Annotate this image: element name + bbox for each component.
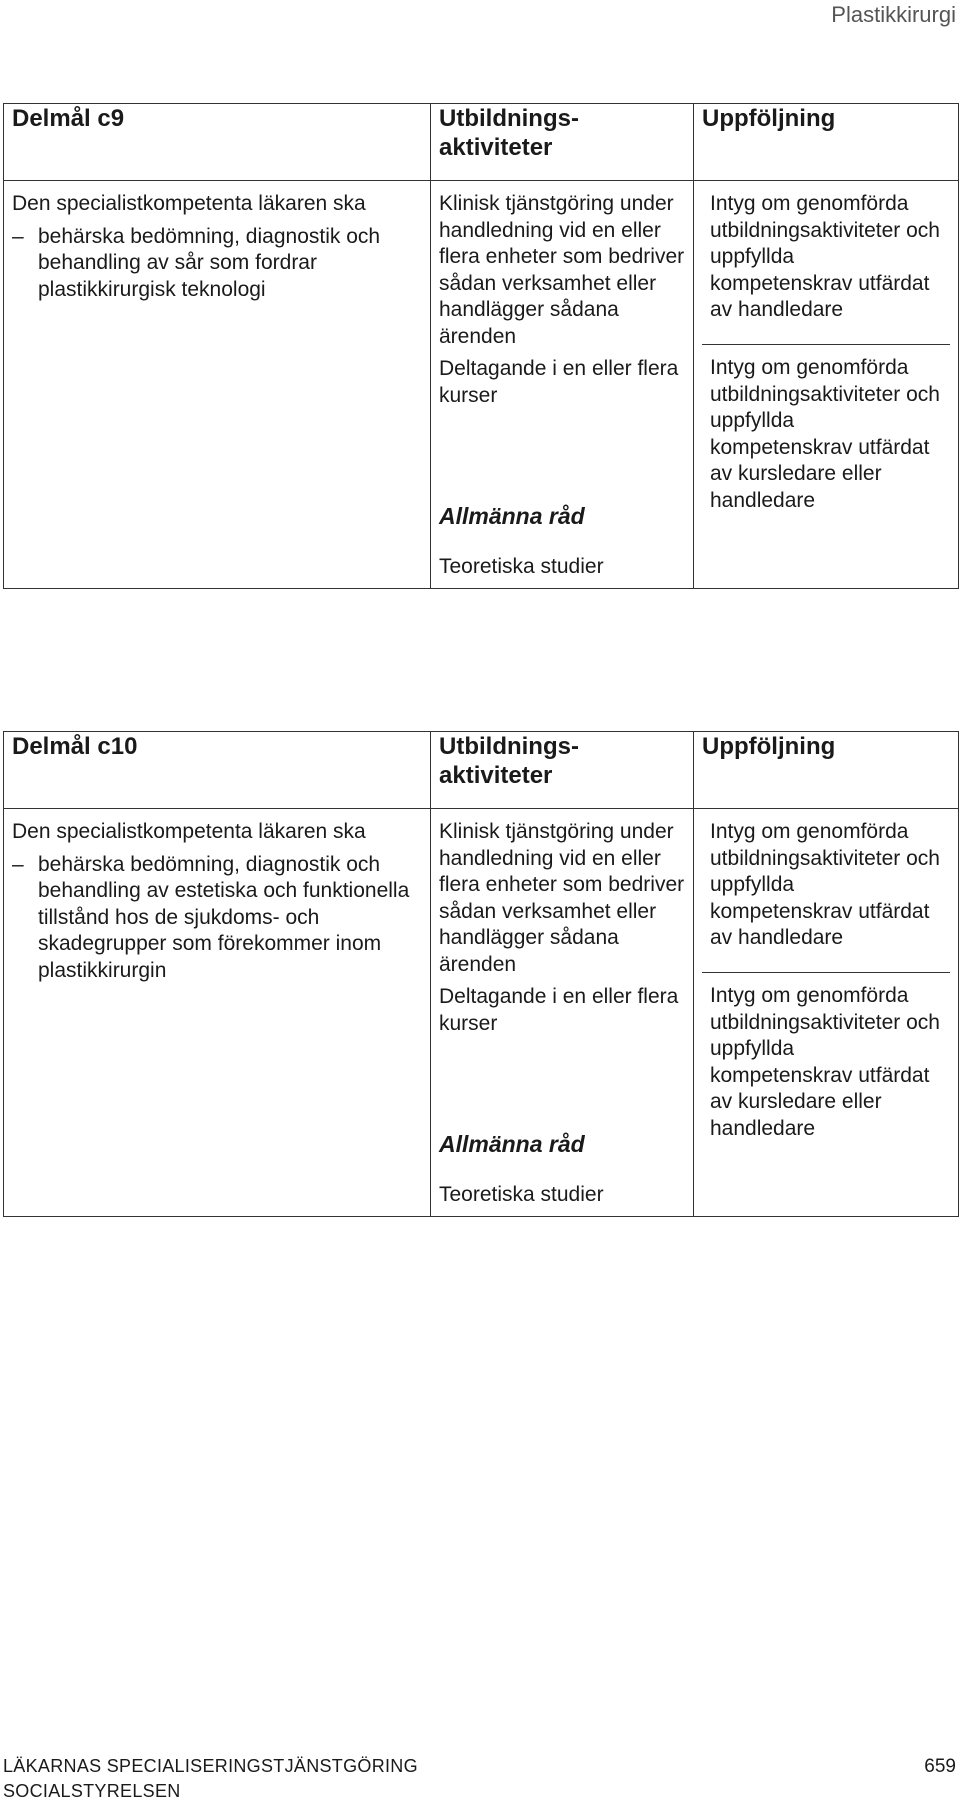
goal-intro: Den specialistkompetenta läkaren ska [12, 192, 366, 215]
goal-item-text: behärska bedömning, diagnostik och behandling av estetiska och funktionella tillstånd hos de sjukdoms- och skadegrupper som förekommer inom plastikkirurgin [38, 852, 410, 982]
activities-header-line2: aktiviteter [439, 762, 553, 789]
goal-header-text: Delmål c9 [12, 105, 125, 132]
followup-header [694, 732, 959, 809]
goal-cell [4, 809, 431, 1217]
table-body-row [4, 809, 959, 1217]
general-advice-text: Teoretiska studier [439, 554, 604, 578]
table-header-row [4, 732, 959, 809]
activities-header-line2: aktiviteter [439, 134, 553, 161]
goal-dash: – [12, 852, 24, 876]
footer-line1: LÄKARNAS SPECIALISERINGSTJÄNSTGÖRING [3, 1756, 418, 1776]
followup-header-text: Uppföljning [702, 733, 836, 760]
general-advice-heading: Allmänna råd [439, 503, 585, 529]
goal-dash: – [12, 224, 24, 248]
footer-publisher [3, 1754, 418, 1804]
goal-header [4, 732, 431, 809]
running-head: Plastikkirurgi [831, 2, 956, 27]
goal-item-text: behärska bedömning, diagnostik och behandling av sår som fordrar plastikkirurgisk teknologi [38, 224, 381, 301]
followup-cell [694, 809, 959, 1217]
activities-header [431, 104, 694, 181]
goal-header-text: Delmål c10 [12, 733, 138, 760]
followup-cell [694, 181, 959, 589]
goal-table-c9 [3, 103, 959, 589]
activities-cell [431, 181, 694, 589]
activities-header-line1: Utbildnings- [439, 105, 579, 132]
goal-cell [4, 181, 431, 589]
goal-item [12, 224, 422, 304]
table-header-row [4, 104, 959, 181]
activity-clinical-service: Klinisk tjänstgöring under handledning vid en eller flera enheter som bedriver sådan verksamhet eller handlägger sådana ärenden [439, 192, 685, 348]
followup-supervisor: Intyg om genomförda utbildningsaktiviteter och uppfyllda kompetenskrav utfärdat av handledare [702, 809, 950, 973]
footer-line2: SOCIALSTYRELSEN [3, 1781, 181, 1801]
followup-course-leader: Intyg om genomförda utbildningsaktiviteter och uppfyllda kompetenskrav utfärdat av kursledare eller handledare [710, 984, 940, 1140]
activity-courses: Deltagande i en eller flera kurser [439, 357, 679, 407]
page-number: 659 [924, 1756, 956, 1777]
table-body-row [4, 181, 959, 589]
followup-header-text: Uppföljning [702, 105, 836, 132]
followup-supervisor: Intyg om genomförda utbildningsaktiviteter och uppfyllda kompetenskrav utfärdat av handledare [702, 181, 950, 345]
followup-course-leader: Intyg om genomförda utbildningsaktiviteter och uppfyllda kompetenskrav utfärdat av kursledare eller handledare [710, 356, 940, 512]
activities-cell [431, 809, 694, 1217]
activity-courses: Deltagande i en eller flera kurser [439, 985, 679, 1035]
activities-header [431, 732, 694, 809]
goal-intro: Den specialistkompetenta läkaren ska [12, 820, 366, 843]
general-advice-text: Teoretiska studier [439, 1182, 604, 1206]
goal-item [12, 852, 422, 985]
activities-header-line1: Utbildnings- [439, 733, 579, 760]
goal-table-c10 [3, 731, 959, 1217]
activity-clinical-service: Klinisk tjänstgöring under handledning vid en eller flera enheter som bedriver sådan verksamhet eller handlägger sådana ärenden [439, 820, 685, 976]
goal-header [4, 104, 431, 181]
followup-header [694, 104, 959, 181]
general-advice-heading: Allmänna råd [439, 1131, 585, 1157]
